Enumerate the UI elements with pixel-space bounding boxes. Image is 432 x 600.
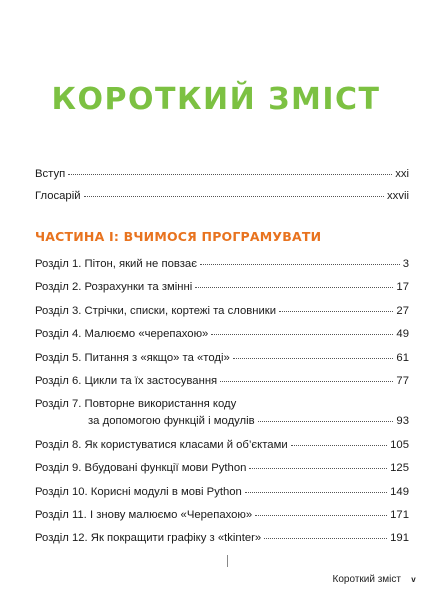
toc-entry-page: 191: [390, 532, 409, 545]
toc-entry-label: Вступ: [35, 168, 66, 180]
toc-entry-label: Розділ 9. Вбудовані функції мови Python: [35, 462, 247, 475]
dot-leader: [68, 174, 392, 175]
toc-entry-label: Розділ 10. Корисні модулі в мові Python: [35, 485, 242, 498]
dot-leader: [84, 196, 385, 197]
page-footer: [333, 574, 418, 585]
dot-leader: [233, 358, 394, 359]
toc-entry-label: Розділ 5. Питання з «якщо» та «тоді»: [35, 351, 230, 364]
toc-entry-page: 49: [396, 328, 409, 341]
dot-leader: [211, 334, 393, 335]
toc-entry-chapter-7-continuation[interactable]: [35, 415, 409, 428]
toc-entry-chapter-8[interactable]: [35, 439, 409, 452]
front-matter-list: [35, 168, 409, 203]
part-heading: ЧАСТИНА І: ВЧИМОСЯ ПРОГРАМУВАТИ: [35, 229, 322, 244]
toc-entry-label: Глосарій: [35, 190, 81, 202]
dot-leader: [255, 515, 387, 516]
toc-entry-page: 77: [396, 374, 409, 387]
toc-entry-label: Розділ 4. Малюємо «черепахою»: [35, 328, 209, 341]
toc-entry-page: 93: [396, 415, 409, 428]
toc-entry-page: 149: [390, 485, 409, 498]
dot-leader: [291, 445, 387, 446]
dot-leader: [200, 264, 400, 265]
toc-entry-label-continuation: за допомогою функцій і модулів: [88, 415, 255, 428]
toc-entry-label: Розділ 7. Повторне використання коду: [35, 398, 237, 411]
toc-entry-chapter-4[interactable]: [35, 328, 409, 341]
toc-entry-chapter-3[interactable]: [35, 305, 409, 318]
dot-leader: [279, 311, 393, 312]
dot-leader: [195, 287, 393, 288]
toc-entry-page: 61: [396, 351, 409, 364]
toc-entry-page: 171: [390, 508, 409, 521]
toc-entry-page: 125: [390, 462, 409, 475]
toc-entry-chapter-6[interactable]: [35, 375, 409, 388]
page-fold-mark: [227, 555, 228, 567]
dot-leader: [249, 468, 387, 469]
toc-entry-page: 17: [396, 281, 409, 294]
toc-entry-label: Розділ 1. Пітон, який не повзає: [35, 258, 197, 270]
toc-entry-chapter-2[interactable]: [35, 281, 409, 294]
toc-entry-label: Розділ 2. Розрахунки та змінні: [35, 281, 193, 294]
chapter-list: [35, 258, 409, 556]
dot-leader: [220, 381, 393, 382]
dot-leader: [258, 421, 394, 422]
toc-entry-page: xxvii: [387, 190, 409, 202]
toc-entry-glossary[interactable]: [35, 190, 409, 203]
toc-entry-chapter-12[interactable]: [35, 532, 409, 545]
toc-entry-page: 105: [390, 438, 409, 451]
toc-entry-page: 27: [396, 304, 409, 317]
toc-entry-label: Розділ 12. Як покращити графіку з «tkinter»: [35, 532, 262, 545]
running-title: Короткий зміст: [332, 574, 401, 585]
toc-entry-chapter-11[interactable]: [35, 509, 409, 522]
toc-entry-page: 3: [402, 258, 409, 270]
page-title: КОРОТКИЙ ЗМІСТ: [51, 82, 381, 117]
toc-entry-label: Розділ 11. І знову малюємо «Черепахою»: [35, 508, 253, 521]
toc-entry-chapter-1[interactable]: [35, 258, 409, 271]
toc-entry-label: Розділ 3. Стрічки, списки, кортежі та словники: [35, 304, 277, 317]
toc-entry-chapter-9[interactable]: [35, 462, 409, 475]
toc-entry-label: Розділ 6. Цикли та їх застосування: [35, 374, 218, 387]
toc-entry-chapter-7[interactable]: [35, 398, 409, 411]
page-number: v: [411, 575, 416, 584]
toc-entry-page: xxi: [395, 168, 409, 180]
toc-entry-chapter-10[interactable]: [35, 486, 409, 499]
toc-entry-label: Розділ 8. Як користуватися класами й об’єктами: [35, 438, 288, 451]
dot-leader: [264, 538, 387, 539]
toc-entry-intro[interactable]: [35, 168, 409, 181]
toc-entry-chapter-5[interactable]: [35, 352, 409, 365]
dot-leader: [245, 492, 387, 493]
